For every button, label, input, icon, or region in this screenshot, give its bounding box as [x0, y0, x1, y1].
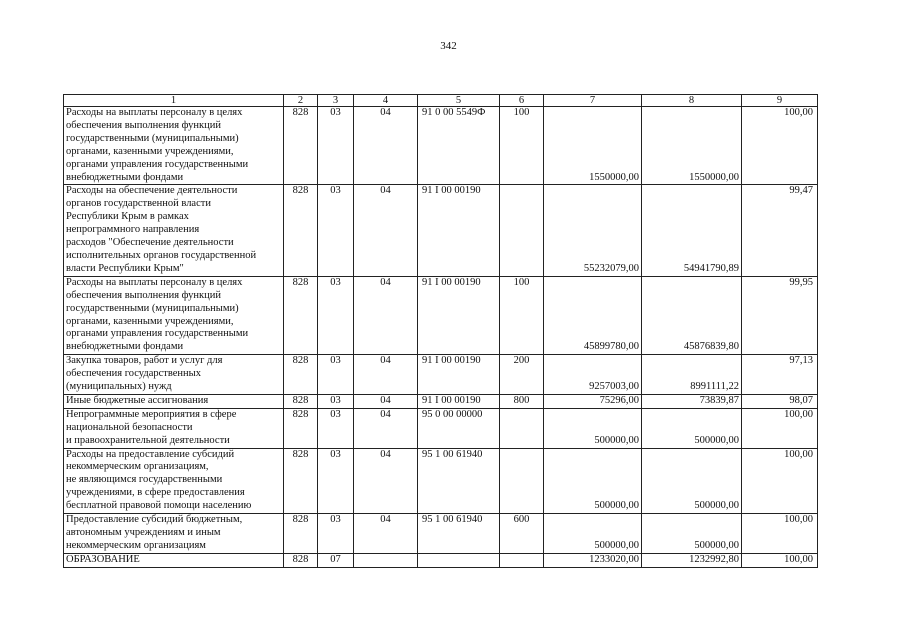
planned-amount-cell: 1233020,00 — [544, 553, 642, 567]
planned-amount-cell: 75296,00 — [544, 394, 642, 408]
planned-amount-cell: 45899780,00 — [544, 276, 642, 354]
table-row — [64, 408, 818, 448]
subsection-code-cell — [354, 553, 418, 567]
target-article-cell: 95 0 00 00000 — [418, 408, 500, 448]
ministry-code-cell: 828 — [284, 514, 318, 554]
expense-name-cell: Закупка товаров, работ и услуг для обеспечения государственных (муниципальных) нужд — [64, 355, 284, 395]
planned-amount-cell: 500000,00 — [544, 514, 642, 554]
page-number: 342 — [440, 40, 457, 52]
target-article-cell: 91 I 00 00190 — [418, 185, 500, 276]
column-header: 5 — [418, 95, 500, 107]
table-row — [64, 185, 818, 276]
ministry-code-cell: 828 — [284, 355, 318, 395]
expense-type-cell: 800 — [500, 394, 544, 408]
planned-amount-cell: 500000,00 — [544, 408, 642, 448]
target-article-cell: 91 I 00 00190 — [418, 355, 500, 395]
expense-name-cell: Расходы на предоставление субсидий некоммерческим организациям, не являющимся государственными учреждениями, в сфере предоставления бесплатной правовой помощи населению — [64, 448, 284, 514]
ministry-code-cell: 828 — [284, 107, 318, 185]
column-number-row — [64, 95, 818, 107]
subsection-code-cell: 04 — [354, 448, 418, 514]
expense-type-cell — [500, 448, 544, 514]
section-code-cell: 03 — [318, 276, 354, 354]
column-header: 1 — [64, 95, 284, 107]
subsection-code-cell: 04 — [354, 408, 418, 448]
expense-type-cell — [500, 408, 544, 448]
execution-percent-cell: 98,07 — [742, 394, 818, 408]
table-row — [64, 553, 818, 567]
table-row — [64, 107, 818, 185]
section-code-cell: 03 — [318, 408, 354, 448]
actual-amount-cell: 500000,00 — [642, 408, 742, 448]
expense-type-cell: 600 — [500, 514, 544, 554]
subsection-code-cell: 04 — [354, 355, 418, 395]
ministry-code-cell: 828 — [284, 394, 318, 408]
table-row — [64, 355, 818, 395]
actual-amount-cell: 1232992,80 — [642, 553, 742, 567]
column-header: 8 — [642, 95, 742, 107]
ministry-code-cell: 828 — [284, 408, 318, 448]
expense-type-cell: 100 — [500, 107, 544, 185]
expense-name-cell: Непрограммные мероприятия в сфере национальной безопасности и правоохранительной деятельности — [64, 408, 284, 448]
expense-name-cell: Расходы на выплаты персоналу в целях обеспечения выполнения функций государственными (муниципальными) органами, казенными учреждениями, органами управления государственными внебюджетными фондами — [64, 107, 284, 185]
subsection-code-cell: 04 — [354, 107, 418, 185]
target-article-cell — [418, 553, 500, 567]
column-header: 7 — [544, 95, 642, 107]
column-header: 9 — [742, 95, 818, 107]
execution-percent-cell: 100,00 — [742, 408, 818, 448]
target-article-cell: 91 I 00 00190 — [418, 394, 500, 408]
expense-name-cell: Иные бюджетные ассигнования — [64, 394, 284, 408]
target-article-cell: 95 1 00 61940 — [418, 448, 500, 514]
expense-type-cell — [500, 553, 544, 567]
table-row — [64, 448, 818, 514]
section-code-cell: 03 — [318, 514, 354, 554]
target-article-cell: 91 0 00 5549Ф — [418, 107, 500, 185]
execution-percent-cell: 100,00 — [742, 107, 818, 185]
section-code-cell: 07 — [318, 553, 354, 567]
section-code-cell: 03 — [318, 185, 354, 276]
actual-amount-cell: 1550000,00 — [642, 107, 742, 185]
table-row — [64, 276, 818, 354]
expense-name-cell: Расходы на обеспечение деятельности органов государственной власти Республики Крым в рамках непрограммного направления расходов "Обеспечение деятельности исполнительных органов государственной власти Республики Крым" — [64, 185, 284, 276]
subsection-code-cell: 04 — [354, 394, 418, 408]
target-article-cell: 91 I 00 00190 — [418, 276, 500, 354]
expense-name-cell: ОБРАЗОВАНИЕ — [64, 553, 284, 567]
section-code-cell: 03 — [318, 448, 354, 514]
execution-percent-cell: 99,95 — [742, 276, 818, 354]
actual-amount-cell: 73839,87 — [642, 394, 742, 408]
planned-amount-cell: 55232079,00 — [544, 185, 642, 276]
expense-type-cell: 100 — [500, 276, 544, 354]
execution-percent-cell: 99,47 — [742, 185, 818, 276]
planned-amount-cell: 9257003,00 — [544, 355, 642, 395]
budget-execution-table — [63, 94, 818, 568]
ministry-code-cell: 828 — [284, 553, 318, 567]
actual-amount-cell: 500000,00 — [642, 514, 742, 554]
planned-amount-cell: 500000,00 — [544, 448, 642, 514]
target-article-cell: 95 1 00 61940 — [418, 514, 500, 554]
expense-name-cell: Предоставление субсидий бюджетным, автономным учреждениям и иным некоммерческим организациям — [64, 514, 284, 554]
ministry-code-cell: 828 — [284, 185, 318, 276]
expense-type-cell — [500, 185, 544, 276]
section-code-cell: 03 — [318, 355, 354, 395]
subsection-code-cell: 04 — [354, 514, 418, 554]
section-code-cell: 03 — [318, 394, 354, 408]
expense-type-cell: 200 — [500, 355, 544, 395]
section-code-cell: 03 — [318, 107, 354, 185]
column-header: 6 — [500, 95, 544, 107]
subsection-code-cell: 04 — [354, 276, 418, 354]
execution-percent-cell: 100,00 — [742, 553, 818, 567]
execution-percent-cell: 97,13 — [742, 355, 818, 395]
execution-percent-cell: 100,00 — [742, 448, 818, 514]
expense-name-cell: Расходы на выплаты персоналу в целях обеспечения выполнения функций государственными (муниципальными) органами, казенными учреждениями, органами управления государственными внебюджетными фондами — [64, 276, 284, 354]
actual-amount-cell: 54941790,89 — [642, 185, 742, 276]
column-header: 4 — [354, 95, 418, 107]
table-row — [64, 394, 818, 408]
ministry-code-cell: 828 — [284, 448, 318, 514]
table-row — [64, 514, 818, 554]
column-header: 3 — [318, 95, 354, 107]
column-header: 2 — [284, 95, 318, 107]
actual-amount-cell: 500000,00 — [642, 448, 742, 514]
ministry-code-cell: 828 — [284, 276, 318, 354]
actual-amount-cell: 8991111,22 — [642, 355, 742, 395]
planned-amount-cell: 1550000,00 — [544, 107, 642, 185]
execution-percent-cell: 100,00 — [742, 514, 818, 554]
actual-amount-cell: 45876839,80 — [642, 276, 742, 354]
subsection-code-cell: 04 — [354, 185, 418, 276]
